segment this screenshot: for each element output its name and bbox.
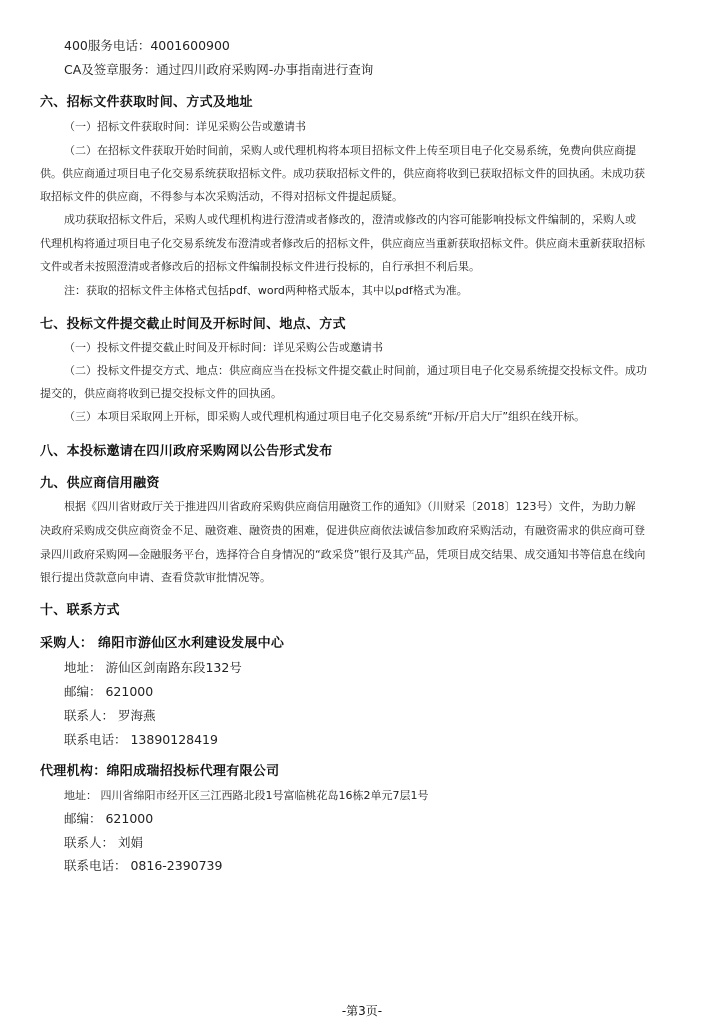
paragraph-line: 注：获取的招标文件主体格式包括pdf、word两种格式版本，其中以pdf格式为准。 (64, 284, 468, 297)
agent-postcode: 邮编： 621000 (64, 811, 154, 826)
paragraph-line: 供。供应商通过项目电子化交易系统获取招标文件。成功获取招标文件的，供应商将收到已获取招标文件的回执函。未成功获 (40, 167, 645, 180)
paragraph-line: （二）在招标文件获取开始时间前，采购人或代理机构将本项目招标文件上传至项目电子化交易系统，免费向供应商提 (64, 144, 636, 157)
agent-phone: 联系电话： 0816-2390739 (64, 858, 223, 873)
buyer-contact: 联系人： 罗海燕 (64, 708, 156, 723)
paragraph-line: 提交的，供应商将收到已提交投标文件的回执函。 (40, 387, 282, 400)
section-heading-8: 八、本投标邀请在四川政府采购网以公告形式发布 (40, 444, 333, 459)
paragraph-line: 录四川政府采购网—金融服务平台，选择符合自身情况的“政采贷”银行及其产品，凭项目成交结果、成交通知书等信息在线向 (40, 548, 646, 561)
section-heading-10: 十、联系方式 (40, 603, 120, 618)
paragraph-line: （一）投标文件提交截止时间及开标时间：详见采购公告或邀请书 (64, 341, 383, 354)
paragraph-line: 根据《四川省财政厅关于推进四川省政府采购供应商信用融资工作的通知》（川财采〔2018〕123号）文件，为助力解 (64, 500, 636, 513)
paragraph-line: 决政府采购成交供应商资金不足、融资难、融资贵的困难，促进供应商依法诚信参加政府采购活动，有融资需求的供应商可登 (40, 524, 645, 537)
paragraph-line: 代理机构将通过项目电子化交易系统发布澄清或者修改后的招标文件，供应商应当重新获取招标文件。供应商未重新获取招标 (40, 237, 645, 250)
buyer-heading: 采购人： 绵阳市游仙区水利建设发展中心 (40, 636, 285, 651)
paragraph-line: （三）本项目采取网上开标，即采购人或代理机构通过项目电子化交易系统“开标/开启大厅”组织在线开标。 (64, 410, 586, 423)
buyer-postcode: 邮编： 621000 (64, 684, 154, 699)
agent-address: 地址： 四川省绵阳市经开区三江西路北段1号富临桃花岛16栋2单元7层1号 (64, 789, 429, 802)
paragraph-line: 成功获取招标文件后，采购人或代理机构进行澄清或者修改的，澄清或修改的内容可能影响投标文件编制的，采购人或 (64, 213, 636, 226)
buyer-address: 地址： 游仙区剑南路东段132号 (64, 660, 242, 675)
ca-service: CA及签章服务：通过四川政府采购网-办事指南进行查询 (64, 62, 374, 77)
section-heading-7: 七、投标文件提交截止时间及开标时间、地点、方式 (40, 317, 346, 332)
paragraph-line: 银行提出贷款意向申请、查看贷款审批情况等。 (40, 571, 271, 584)
agent-contact: 联系人： 刘娟 (64, 835, 143, 850)
buyer-phone: 联系电话： 13890128419 (64, 732, 218, 747)
page-number: -第3页- (341, 1004, 383, 1018)
section-heading-6: 六、招标文件获取时间、方式及地址 (40, 95, 253, 110)
paragraph-line: （一）招标文件获取时间：详见采购公告或邀请书 (64, 120, 306, 133)
paragraph-line: （二）投标文件提交方式、地点：供应商应当在投标文件提交截止时间前，通过项目电子化交易系统提交投标文件。成功 (64, 364, 647, 377)
paragraph-line: 取招标文件的供应商，不得参与本次采购活动，不得对招标文件提起质疑。 (40, 190, 403, 203)
service-phone: 400服务电话：4001600900 (64, 38, 230, 53)
paragraph-line: 文件或者未按照澄清或者修改后的招标文件编制投标文件进行投标的，自行承担不利后果。 (40, 260, 480, 273)
agent-heading: 代理机构：绵阳成瑞招投标代理有限公司 (40, 764, 280, 779)
section-heading-9: 九、供应商信用融资 (40, 476, 160, 491)
